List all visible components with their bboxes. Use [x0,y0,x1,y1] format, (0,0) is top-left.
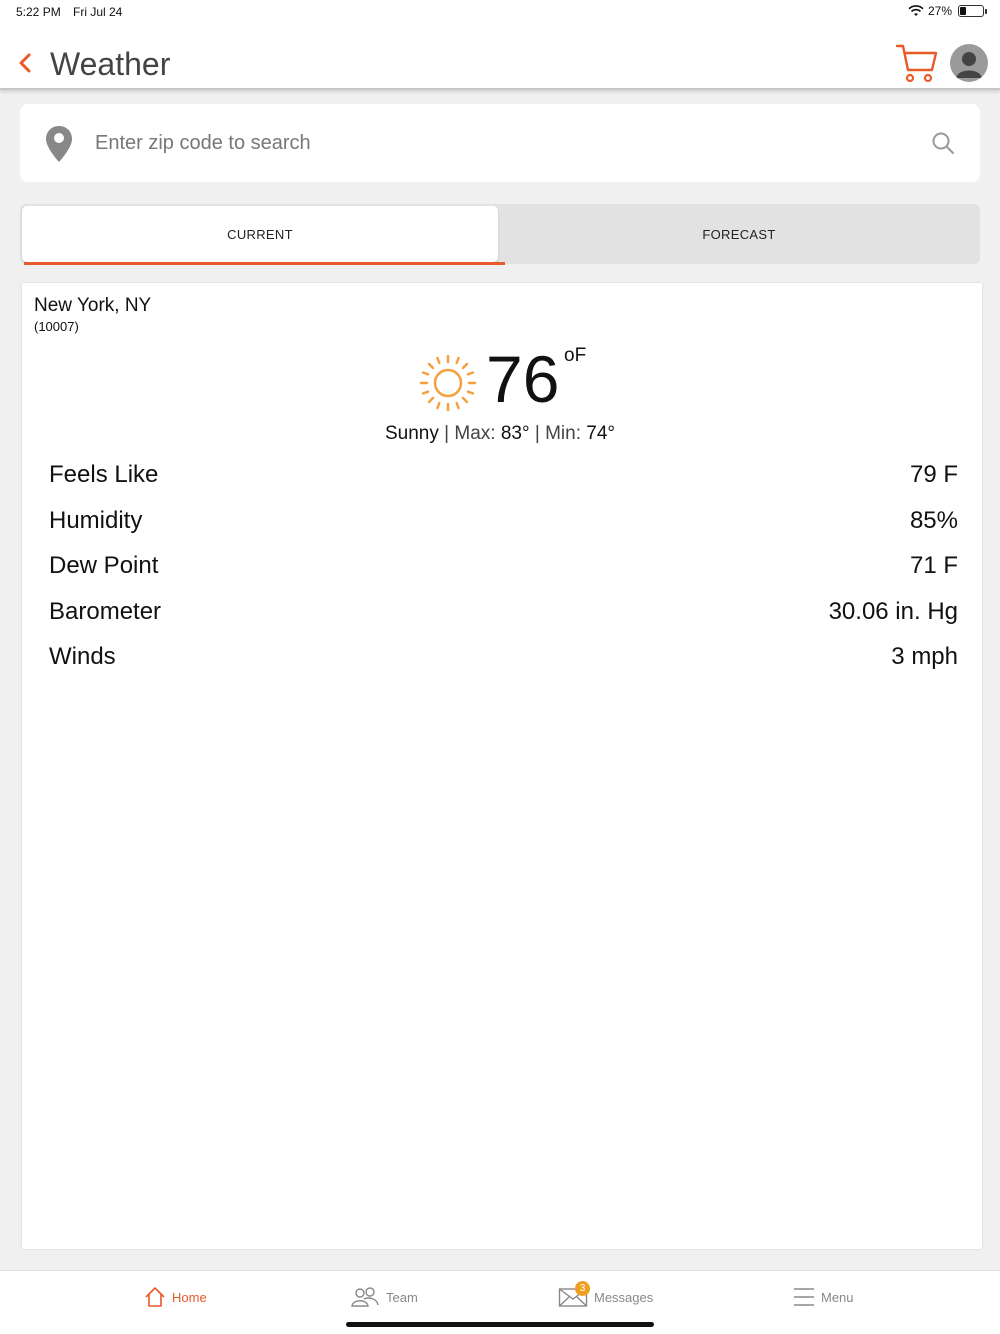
detail-value: 30.06 in. Hg [828,597,958,625]
detail-label: Barometer [49,597,162,625]
sunny-icon [418,353,478,413]
tab-home[interactable] [144,1283,207,1311]
hamburger-menu-icon [793,1286,815,1308]
home-indicator [346,1322,654,1327]
detail-value: 85% [909,506,958,534]
zip-code: (10007) [34,319,79,334]
zip-search-input[interactable] [95,126,895,160]
status-right [908,4,984,18]
detail-row-winds [49,635,958,681]
tab-forecast[interactable]: FORECAST [702,226,776,242]
city-name: New York, NY [34,295,152,316]
wifi-icon [908,5,924,17]
separator: | [444,423,455,444]
current-weather-card [22,283,982,1249]
location-pin-icon [44,124,74,164]
condition-text: Sunny [385,423,439,444]
page-title: Weather [50,46,171,82]
min-value: 74° [586,423,615,444]
min-label: Min: [545,423,581,444]
detail-row-barometer [49,590,958,636]
tab-team[interactable] [350,1283,418,1311]
detail-label: Feels Like [49,461,159,488]
tab-menu-label: Menu [821,1289,854,1305]
detail-row-humidity [49,499,958,545]
team-icon [350,1286,380,1308]
detail-value: 79 F [909,461,958,488]
detail-value: 3 mph [891,643,958,670]
weather-summary [22,423,978,445]
detail-label: Humidity [49,506,143,534]
max-value: 83° [500,423,530,444]
status-time: 5:22 PM [16,5,61,19]
tab-messages[interactable] [558,1283,653,1311]
tab-current[interactable]: CURRENT [22,206,498,262]
status-bar [0,0,1000,24]
tab-messages-label: Messages [594,1289,654,1305]
current-temperature: 76 [486,342,560,416]
weather-details-list [49,453,958,681]
user-icon [950,44,988,82]
home-icon [144,1286,166,1308]
separator: | [534,423,546,444]
detail-value: 71 F [909,552,958,579]
max-label: Max: [454,423,496,444]
detail-row-dew-point [49,544,958,590]
search-icon[interactable] [930,130,956,156]
detail-label: Winds [49,643,116,670]
battery-percent: 27% [927,4,952,18]
messages-badge: 3 [575,1281,590,1296]
cart-icon[interactable] [894,40,940,86]
status-date: Fri Jul 24 [73,5,123,19]
back-chevron-icon[interactable] [12,48,38,78]
navigation-bar [0,24,1000,90]
avatar[interactable] [950,44,988,82]
detail-label: Dew Point [49,552,159,579]
messages-icon-wrapper [558,1283,588,1308]
zip-search-bar [20,104,980,182]
detail-row-feels-like [49,453,958,499]
battery-icon [958,5,984,17]
tab-team-label: Team [386,1289,418,1305]
active-tab-indicator [24,262,505,265]
tab-home-label: Home [172,1289,207,1305]
temperature-unit: oF [564,345,587,366]
tab-menu[interactable] [793,1283,854,1311]
weather-tabs [20,204,980,264]
